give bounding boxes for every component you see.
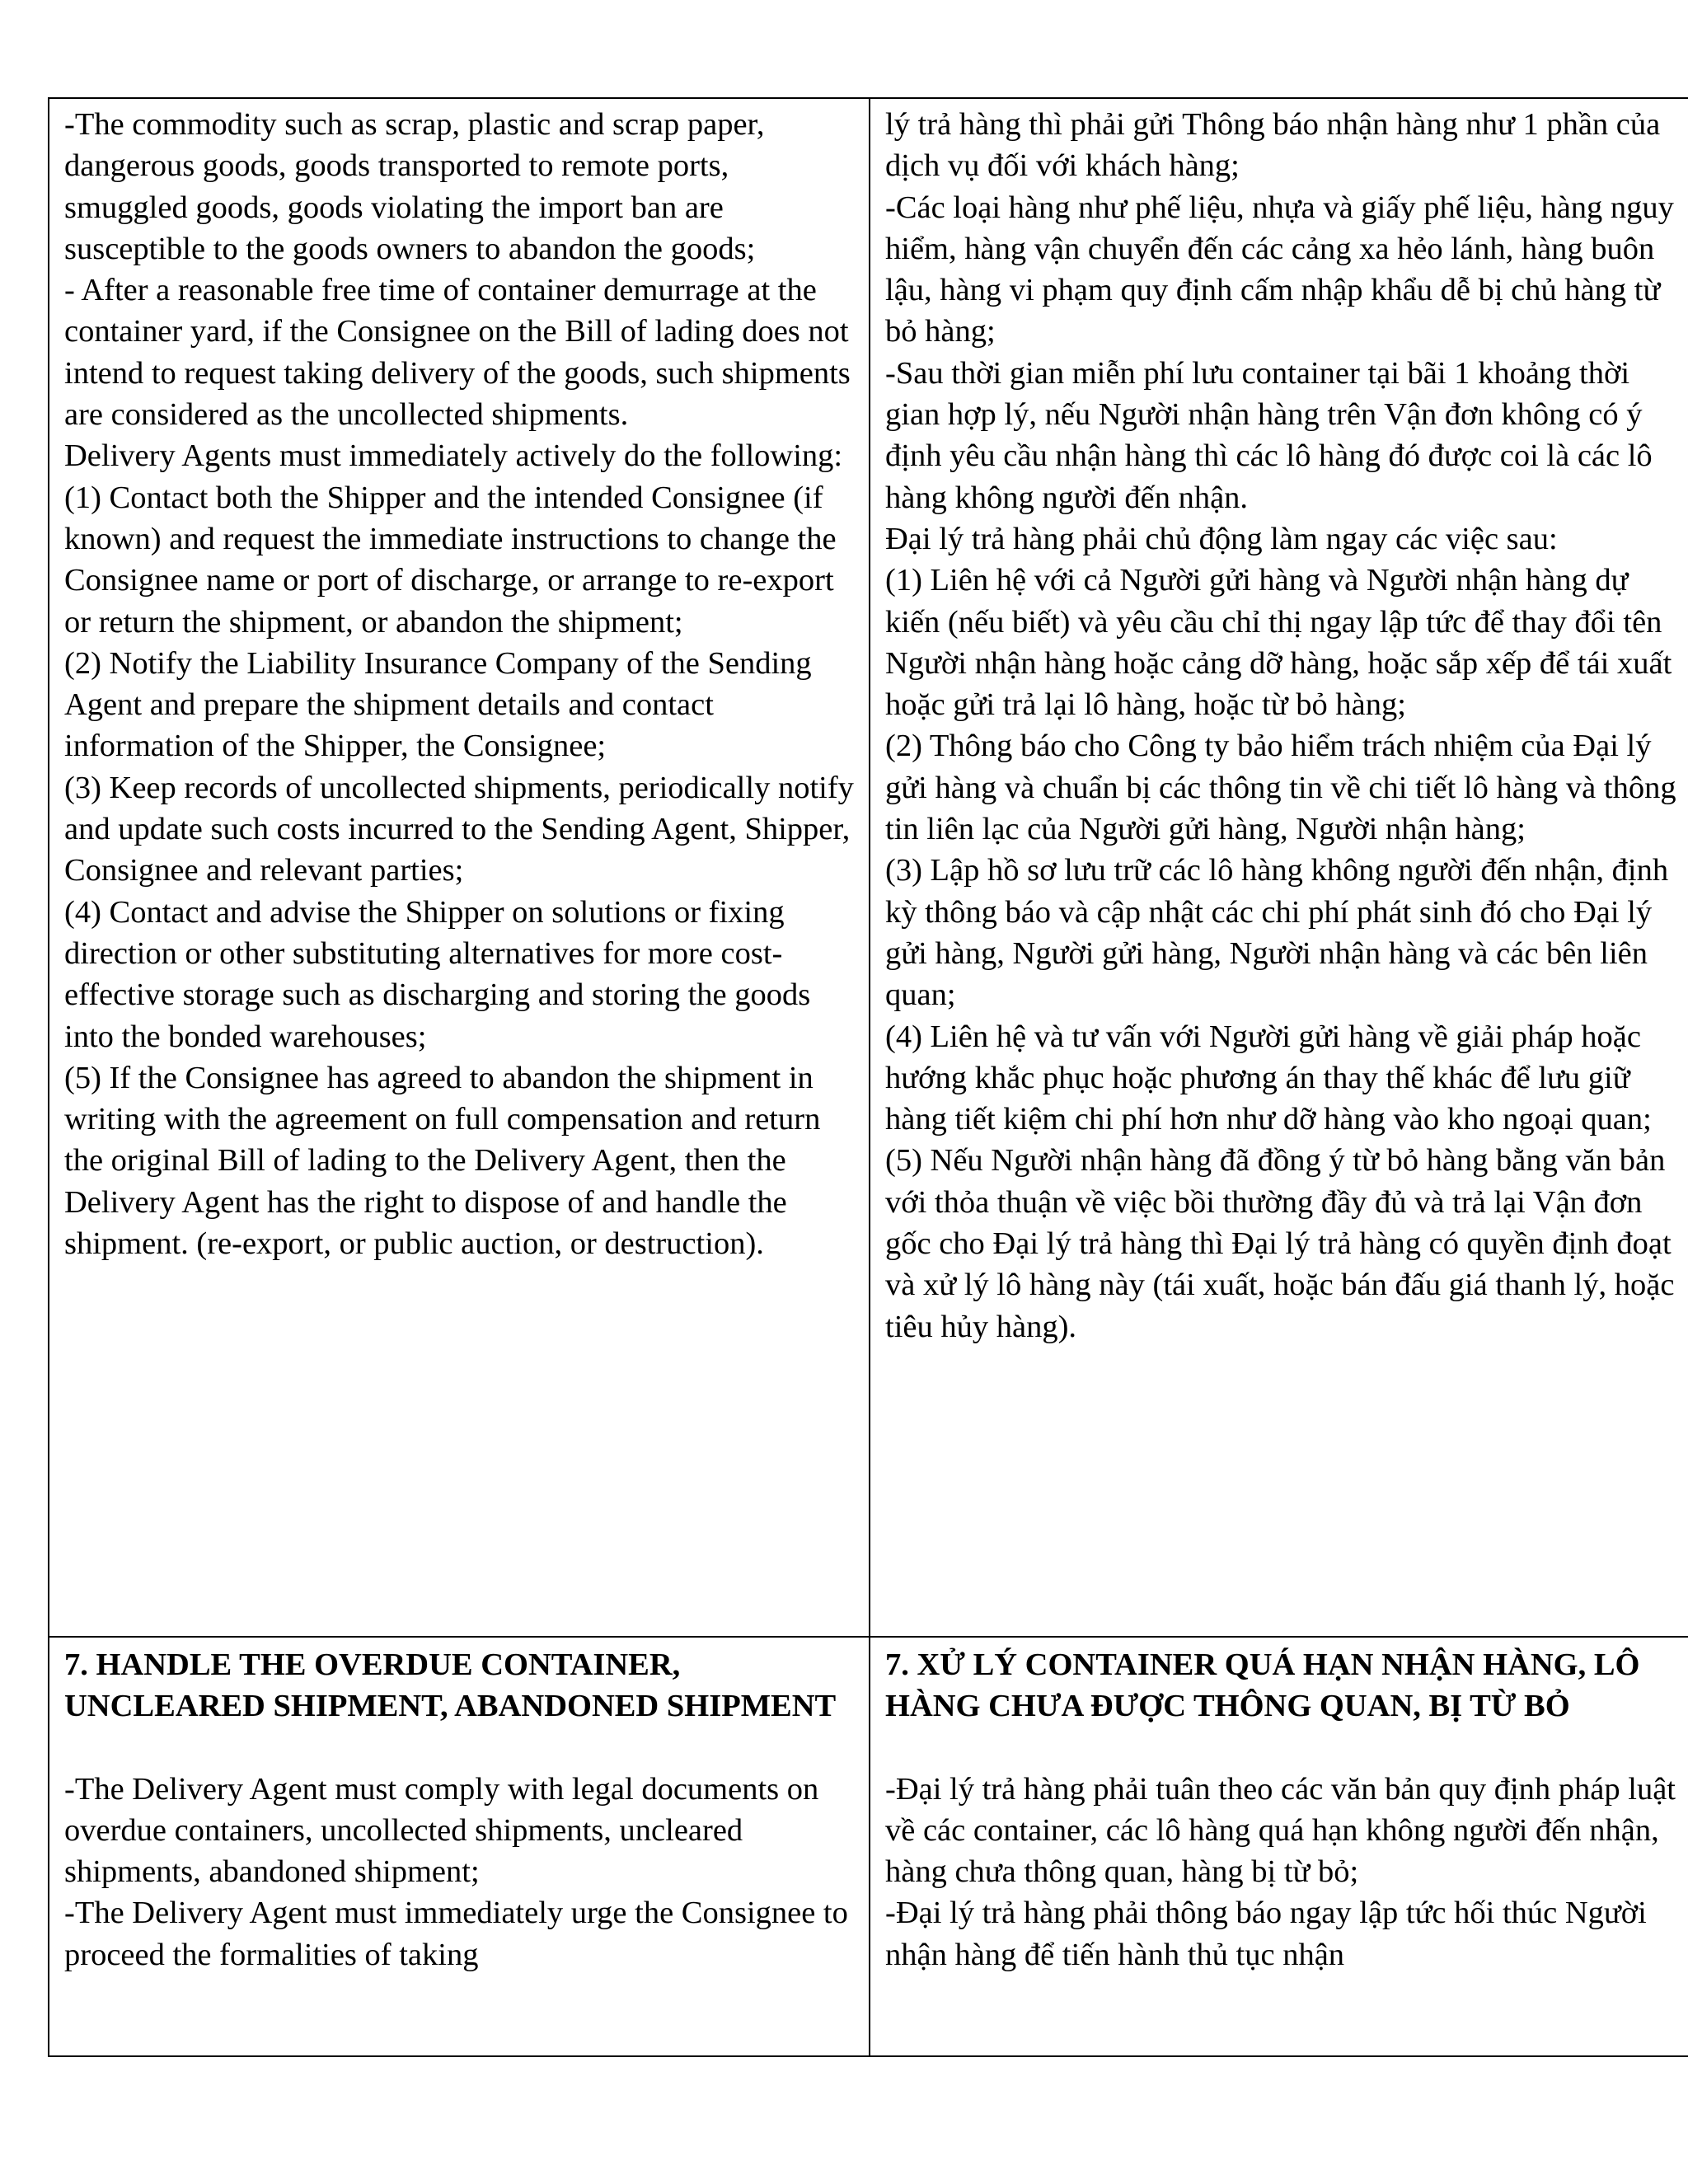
- en-paragraph: -The commodity such as scrap, plastic and scrap paper, dangerous goods, goods transported to remote ports, smuggled goods, goods violating the import ban are susceptible to the goods owners to abandon the goods;: [64, 107, 765, 266]
- en-paragraph: -The Delivery Agent must comply with legal documents on overdue containers, uncollected shipments, uncleared shipments, abandoned shipment;: [64, 1771, 819, 1890]
- en-paragraph: (4) Contact and advise the Shipper on solutions or fixing direction or other substituting alternatives for more cost-effective storage such as discharging and storing the goods into the bonded warehouses;: [64, 894, 811, 1054]
- en-paragraph: (2) Notify the Liability Insurance Company of the Sending Agent and prepare the shipment details and contact information of the Shipper, the Consignee;: [64, 645, 812, 764]
- en-paragraph: Delivery Agents must immediately actively do the following:: [64, 438, 843, 474]
- english-column-cell: [49, 1637, 870, 2056]
- bilingual-table: [48, 97, 1688, 2057]
- en-paragraph: -The Delivery Agent must immediately urge the Consignee to proceed the formalities of taking: [64, 1896, 848, 1972]
- vi-paragraph: -Sau thời gian miễn phí lưu container tại bãi 1 khoảng thời gian hợp lý, nếu Người nhận hàng trên Vận đơn không có ý định yêu cầu nhận hàng thì các lô hàng đó được coi là các lô hàng không người đến nhận.: [885, 355, 1653, 515]
- vi-paragraph: (3) Lập hồ sơ lưu trữ các lô hàng không người đến nhận, định kỳ thông báo và cập nhật các chi phí phát sinh đó cho Đại lý gửi hàng, Người gửi hàng, Người nhận hàng và các bên liên quan;: [885, 853, 1669, 1013]
- table-row: [49, 98, 1688, 1637]
- vi-paragraph: (4) Liên hệ và tư vấn với Người gửi hàng về giải pháp hoặc hướng khắc phục hoặc phương án thay thế khác để lưu giữ hàng tiết kiệm chi phí hơn như dỡ hàng vào kho ngoại quan;: [885, 1019, 1652, 1137]
- document-page: [48, 97, 1676, 2088]
- en-paragraph: - After a reasonable free time of container demurrage at the container yard, if the Consignee on the Bill of lading does not intend to request taking delivery of the goods, such shipments are considered as the uncollected shipments.: [64, 273, 851, 433]
- en-paragraph: (5) If the Consignee has agreed to abandon the shipment in writing with the agreement on full compensation and return the original Bill of lading to the Delivery Agent, then the Delivery Agent has the right to dispose of and handle the shipment. (re-export, or public auction, or destruction).: [64, 1060, 821, 1262]
- en-paragraph: (1) Contact both the Shipper and the intended Consignee (if known) and request the immediate instructions to change the Consignee name or port of discharge, or arrange to re-export or return the shipment, or abandon the shipment;: [64, 480, 837, 640]
- vi-paragraph: -Đại lý trả hàng phải tuân theo các văn bản quy định pháp luật về các container, các lô hàng quá hạn không người đến nhận, hàng chưa thông quan, hàng bị từ bỏ;: [885, 1771, 1676, 1890]
- vi-paragraph: (1) Liên hệ với cả Người gửi hàng và Người nhận hàng dự kiến (nếu biết) và yêu cầu chỉ thị ngay lập tức để thay đổi tên Người nhận hàng hoặc cảng dỡ hàng, hoặc sắp xếp để tái xuất hoặc gửi trả lại lô hàng, hoặc từ bỏ hàng;: [885, 563, 1672, 723]
- paragraph-spacer: [885, 1727, 1678, 1769]
- table-row: [49, 1637, 1688, 2056]
- vi-paragraph: (2) Thông báo cho Công ty bảo hiểm trách nhiệm của Đại lý gửi hàng và chuẩn bị các thông tin về chi tiết lô hàng và thông tin liên lạc của Người gửi hàng, Người nhận hàng;: [885, 729, 1676, 847]
- vi-paragraph: (5) Nếu Người nhận hàng đã đồng ý từ bỏ hàng bằng văn bản với thỏa thuận về việc bồi thường đầy đủ và trả lại Vận đơn gốc cho Đại lý trả hàng thì Đại lý trả hàng có quyền định đoạt và xử lý lô hàng này (tái xuất, hoặc bán đấu giá thanh lý, hoặc tiêu hủy hàng).: [885, 1143, 1675, 1344]
- vi-paragraph: -Các loại hàng như phế liệu, nhựa và giấy phế liệu, hàng nguy hiểm, hàng vận chuyển đến các cảng xa hẻo lánh, hàng buôn lậu, hàng vi phạm quy định cấm nhập khẩu dễ bị chủ hàng từ bỏ hàng;: [885, 190, 1674, 349]
- english-column-cell: [49, 98, 870, 1637]
- paragraph-spacer: [64, 1727, 857, 1769]
- vi-paragraph: -Đại lý trả hàng phải thông báo ngay lập tức hối thúc Người nhận hàng để tiến hành thủ tục nhận: [885, 1896, 1647, 1972]
- vietnamese-column-cell: [870, 98, 1688, 1637]
- vietnamese-column-cell: [870, 1637, 1688, 2056]
- vi-paragraph: lý trả hàng thì phải gửi Thông báo nhận hàng như 1 phần của dịch vụ đối với khách hàng;: [885, 107, 1661, 184]
- section-heading-vi: 7. XỬ LÝ CONTAINER QUÁ HẠN NHẬN HÀNG, LÔ HÀNG CHƯA ĐƯỢC THÔNG QUAN, BỊ TỪ BỎ: [885, 1647, 1640, 1724]
- en-paragraph: (3) Keep records of uncollected shipments, periodically notify and update such costs incurred to the Sending Agent, Shipper, Consignee and relevant parties;: [64, 770, 854, 888]
- section-heading-en: 7. HANDLE THE OVERDUE CONTAINER, UNCLEARED SHIPMENT, ABANDONED SHIPMENT: [64, 1647, 837, 1724]
- vi-paragraph: Đại lý trả hàng phải chủ động làm ngay các việc sau:: [885, 521, 1558, 556]
